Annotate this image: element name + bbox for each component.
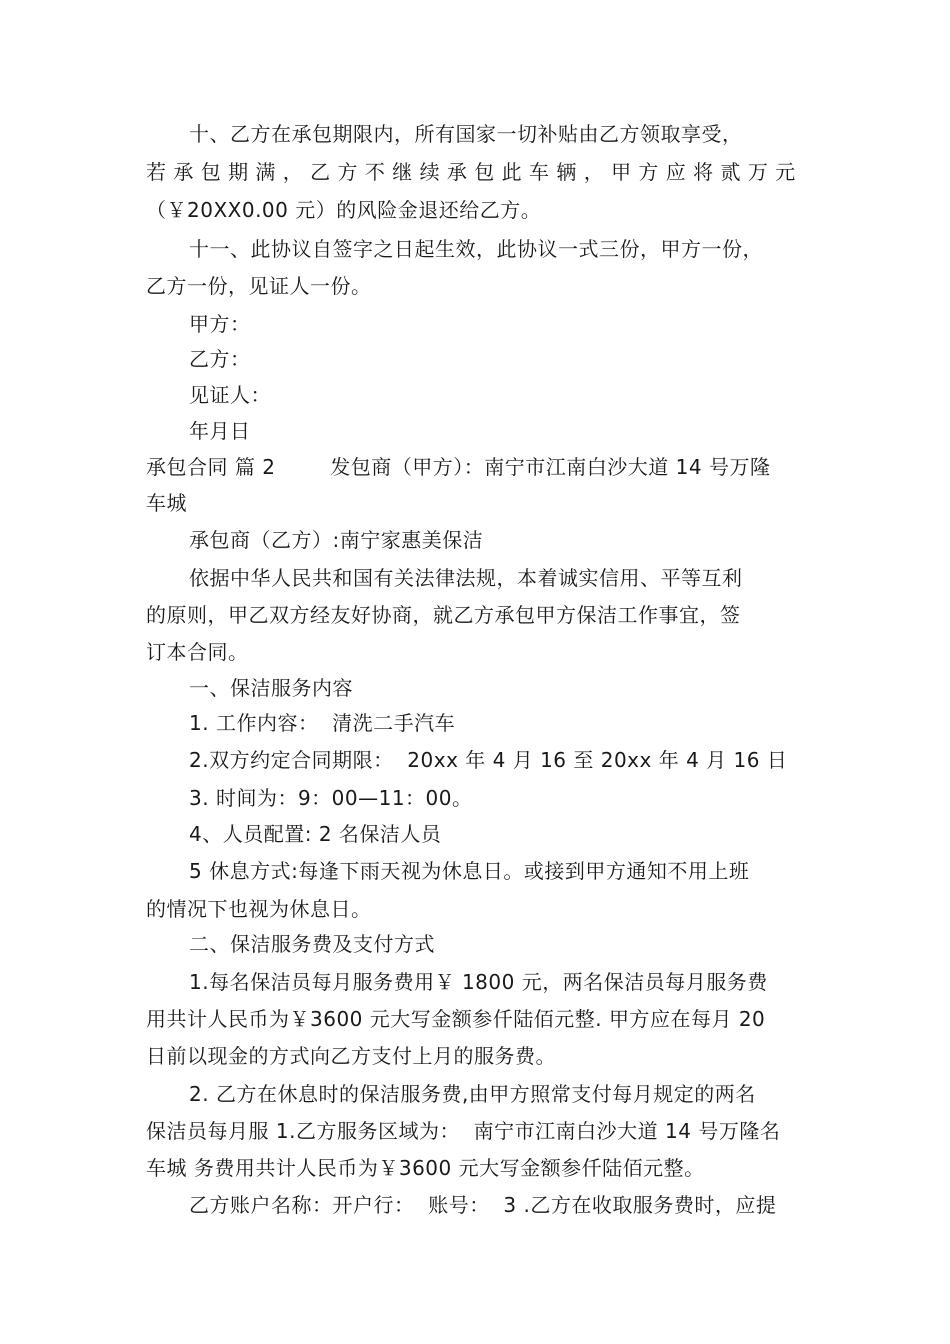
paragraph-line: 用共计人民币为￥3600 元大写金额参仟陆佰元整. 甲方应在每月 20 [146,1007,766,1031]
signature-label-party-b: 乙方： [189,347,251,371]
list-item: 2.双方约定合同期限： 20xx 年 4 月 16 至 20xx 年 4 月 16 日 [189,748,788,772]
paragraph-line: 保洁员每月服 1.乙方服务区域为： 南宁市江南白沙大道 14 号万隆名 [146,1119,781,1143]
signature-label-witness: 见证人： [189,383,271,407]
section-heading: 二、保洁服务费及支付方式 [189,932,435,956]
list-item: 4、人员配置: 2 名保洁人员 [189,822,442,846]
paragraph-line: （￥20XX0.00 元）的风险金退还给乙方。 [146,198,542,222]
list-item: 1. 工作内容： 清洗二手汽车 [189,711,456,735]
paragraph-line: 十一、此协议自签字之日起生效，此协议一式三份，甲方一份， [189,237,763,261]
paragraph-line: 的原则，甲乙双方经友好协商，就乙方承包甲方保洁工作事宜，签 [146,603,741,627]
paragraph-line: 订本合同。 [146,640,249,664]
signature-date: 年月日 [189,419,251,443]
list-item: 5 休息方式:每逢下雨天视为休息日。或接到甲方通知不用上班 [189,859,750,883]
paragraph-line: 日前以现金的方式向乙方支付上月的服务费。 [146,1044,556,1068]
section-heading: 承包合同 篇 2 发包商（甲方）：南宁市江南白沙大道 14 号万隆 [146,455,771,479]
paragraph-line: 乙方账户名称：开户行： 账号： 3 .乙方在收取服务费时，应提 [189,1193,777,1217]
list-item: 2. 乙方在休息时的保洁服务费,由甲方照常支付每月规定的两名 [189,1082,756,1106]
paragraph-line: 承包商（乙方）:南宁家惠美保洁 [189,528,484,552]
list-item: 1.每名保洁员每月服务费用￥ 1800 元，两名保洁员每月服务费 [189,970,768,994]
paragraph-line: 若 承 包 期 满 ， 乙 方 不 继 续 承 包 此 车 辆 ， 甲 方 应 将 贰 万 元 [146,160,796,184]
paragraph-line: 车城 [146,491,187,515]
signature-label-party-a: 甲方： [189,312,251,336]
paragraph-line: 乙方一份，见证人一份。 [146,274,372,298]
list-item: 3. 时间为：9：00—11：00。 [189,786,473,810]
paragraph-line: 十、乙方在承包期限内，所有国家一切补贴由乙方领取享受， [189,122,743,146]
paragraph-line: 依据中华人民共和国有关法律法规，本着诚实信用、平等互利 [189,566,743,590]
section-heading: 一、保洁服务内容 [189,676,353,700]
paragraph-line: 的情况下也视为休息日。 [146,897,372,921]
paragraph-line: 车城 务费用共计人民币为￥3600 元大写金额参仟陆佰元整。 [146,1156,705,1180]
